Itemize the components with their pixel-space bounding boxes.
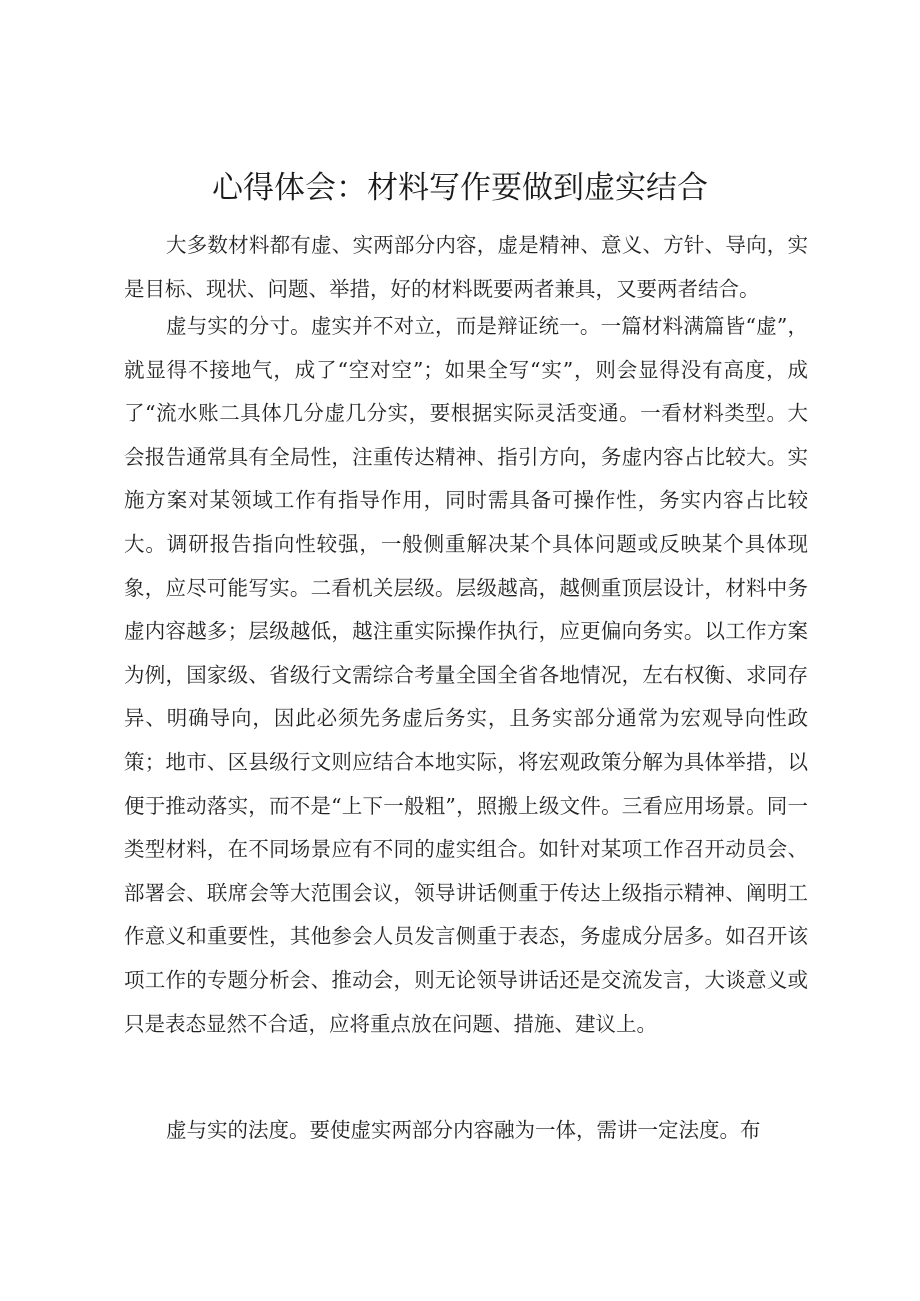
paragraph-intro: 大多数材料都有虚、实两部分内容，虚是精神、意义、方针、导向，实是目标、现状、问题、举措，好的材料既要两者兼具，又要两者结合。	[124, 233, 808, 301]
paragraph-method: 虚与实的法度。要使虚实两部分内容融为一体，需讲一定法度。布	[166, 1118, 761, 1142]
paragraph-proportion: 虚与实的分寸。虚实并不对立，而是辩证统一。一篇材料满篇皆“虚”，就显得不接地气，成了“空对空”；如果全写“实”，则会显得没有高度，成了“流水账二具体几分虚几分实，要根据实际灵活变通。一看材料类型。大会报告通常具有全局性，注重传达精神、指引方向，务虚内容占比较大。实施方案对某领域工作有指导作用，同时需具备可操作性，务实内容占比较大。调研报告指向性较强，一般侧重解决某个具体问题或反映某个具体现象，应尽可能写实。二看机关层级。层级越高，越侧重顶层设计，材料中务虚内容越多；层级越低，越注重实际操作执行，应更偏向务实。以工作方案为例，国家级、省级行文需综合考量全国全省各地情况，左右权衡、求同存异、明确导向，因此必须先务虚后务实，且务实部分通常为宏观导向性政策；地市、区县级行文则应结合本地实际，将宏观政策分解为具体举措，以便于推动落实，而不是“上下一般粗”，照搬上级文件。三看应用场景。同一类型材料，在不同场景应有不同的虚实组合。如针对某项工作召开动员会、部署会、联席会等大范围会议，领导讲话侧重于传达上级指示精神、阐明工作意义和重要性，其他参会人员发言侧重于表态，务虚成分居多。如召开该项工作的专题分析会、推动会，则无论领导讲话还是交流发言，大谈意义或只是表态显然不合适，应将重点放在问题、措施、建议上。	[124, 314, 808, 1036]
document-title: 心得体会：材料写作要做到虚实结合	[212, 170, 708, 206]
